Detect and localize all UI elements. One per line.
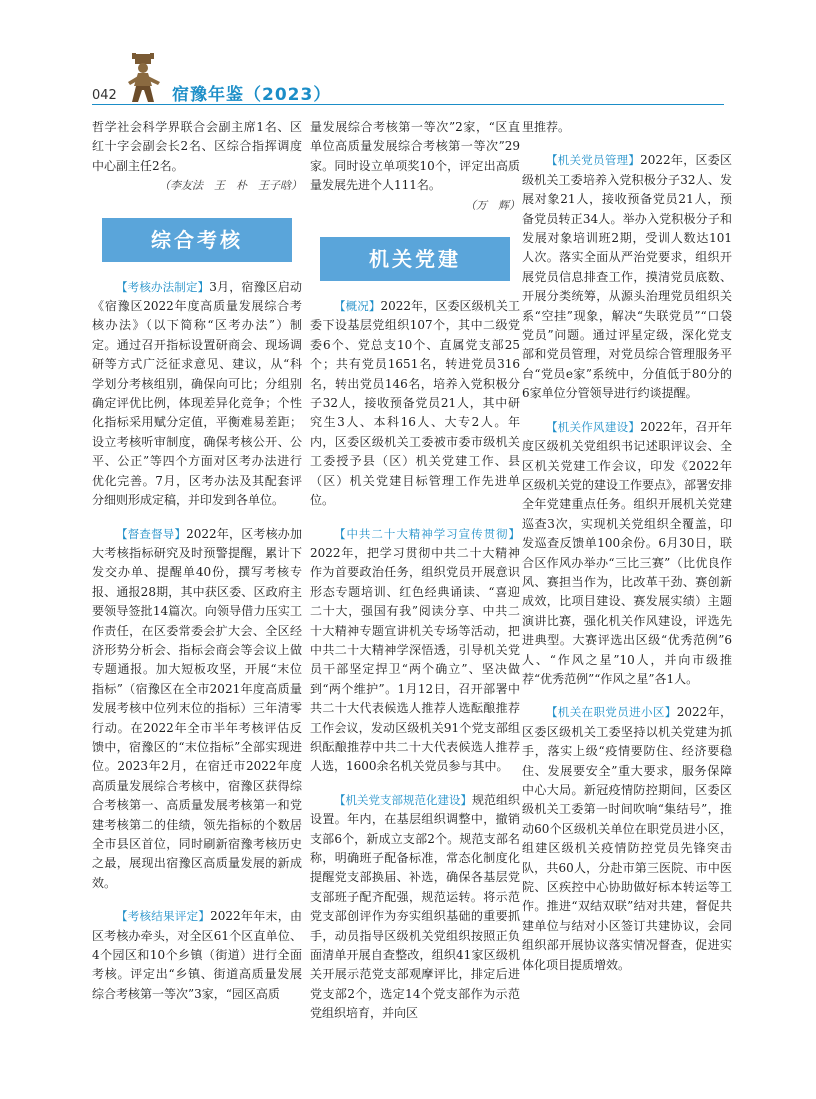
paragraph: 量发展综合考核第一等次”2家，“区直单位高质量发展综合考核第一等次”29家。同时设立单项奖10个，评定出高质量发展先进个人111名。	[310, 120, 520, 193]
article-assessment-method	[92, 278, 302, 511]
header-rule	[92, 104, 724, 105]
section-tag: 【机关作风建设】	[546, 419, 641, 434]
page-number: 042	[92, 88, 117, 103]
article-assessment-results	[92, 907, 302, 1004]
article-text: 2022年，把学习贯彻中共二十大精神作为首要政治任务，组织党员开展意识形态专题培训、红色经典诵读、“喜迎二十大，强国有我”阅读分享、中共二十大精神专题宣讲机关专场等活动，把中共二十大精神学深悟透，引导机关党员干部坚定捍卫“两个确立”、坚决做到“两个维护”。1月12日，召开部署中共二十大代表候选人推荐人选酝酿推荐工作会议，发动区级机关91个党支部组织酝酿推荐中共二十大代表候选人推荐人选，1600余名机关党员参与其中。	[310, 545, 520, 774]
article-text: 2022年，区考核办加大考核指标研究及时预警提醒，累计下发交办单、提醒单40份，撰写考核专报、通报28期，其中获区委、区政府主要领导签批14篇次。向领导借力压实工作责任，在区委常委会扩大会、全区经济形势分析会、指标会商会等会议上做专题通报。加大短板攻坚，开展“末位指标”（宿豫区在全市2021年度高质量发展考核中位列末位的指标）三年清零行动。在2022年全市半年考核评估反馈中，宿豫区的“末位指标”全部实现进位。2023年2月，在宿迁市2022年度高质量发展综合考核中，宿豫区获得综合考核第一、高质量发展考核第一和党建考核第二的佳绩，领先指标的个数居全市县区首位，同时刷新宿豫考核历史之最，展现出宿豫区高质量发展的新成效。	[92, 526, 303, 890]
yearbook-title: 宿豫年鉴（2023）	[172, 85, 332, 105]
article-text: 2022年，召开年度区级机关党组织书记述职评议会、全区机关党建工作会议，印发《2022年区级机关党的建设工作要点》，部署安排全年党建重点任务。组织开展机关党建巡查3次，实现机关党组织全覆盖，印发巡查反馈单100余份。6月30日，联合区作风办举办“三比三赛”（比优良作风、赛担当作为，比改革干劲、赛创新成效，比项目建设、赛发展实绩）主题演讲比赛，强化机关作风建设，评选先进典型。大赛评选出区级“优秀范例”6人、“作风之星”10人，并向市级推荐“优秀范例”“作风之星”各1人。	[522, 419, 733, 686]
section-banner-comprehensive-assessment: 综合考核	[102, 218, 292, 262]
paragraph: 哲学社会科学界联合会副主席1名、区红十字会副会长2名、区综合指挥调度中心副主任2名。	[92, 120, 302, 173]
section-tag: 【机关党员管理】	[546, 153, 641, 168]
paragraph: 里推荐。	[522, 120, 571, 134]
column-3	[522, 118, 732, 975]
article-text: 规范组织设置。年内，在基层组织调整中，撤销支部6个，新成立支部2个。规范支部名称，明确班子配备标准，常态化制度化提醒党支部换届、补选，确保各基层党支部班子配齐配强，规范运转。将示范党支部创评作为夯实组织基础的重要抓手，动员指导区级机关党组织按照正负面清单开展自查整改，组织41家区级机关开展示范党支部观摩评比，排定后进党支部2个，选定14个党支部作为示范党组织培育，并向区	[310, 792, 521, 1021]
article-text: 2022年，区委区级机关工委下设基层党组织107个，其中二级党委6个、党总支10个、直属党支部25个；共有党员1651名，转进党员316名，转出党员146名，培养入党积极分子32人，接收预备党员21人，其中研究生3人、本科16人、大专2人。年内，区委区级机关工委被市委市级机关工委授予县（区）机关党建工作、县（区）机关党建目标管理工作先进单位。	[310, 299, 520, 508]
article-work-style	[522, 418, 732, 690]
article-20th-congress-study	[310, 525, 520, 777]
column-2	[310, 118, 520, 1024]
article-text: 3月，宿豫区启动《宿豫区2022年度高质量发展综合考核办法》（以下简称“区考办法”）制定。通过召开指标设置研商会、现场调研等方式广泛征求意见、建议，从“科学划分考核组别，确保向可比；分组别确定评优比例，体现差异化竞争；个性化指标采用赋分定值，平衡难易差距；设立考核听审制度，确保考核公开、公平、公正”等四个方面对区考办法进行优化完善。7月，区考办法及其配套评分细则形成定稿，并印发到各单位。	[92, 279, 303, 508]
section-tag: 【考核办法制定】	[116, 279, 210, 294]
article-supervision	[92, 525, 302, 894]
article-branch-standardization	[310, 791, 520, 1024]
article-overview	[310, 297, 520, 510]
article-members-in-community	[522, 703, 732, 975]
article-text: 2022年，区委区级机关工委培养入党积极分子32人、发展对象21人，接收预备党员21人，预备党员转正34人。举办入党积极分子和发展对象培训班2期，受训人数达101人次。落实全面从严治党要求，组织开展党员信息排查工作，摸清党员底数、开展分类统筹，从源头治理党员组织关系“空挂”现象，解决“失联党员”“口袋党员”问题。通过评星定级，深化党支部和党员管理，对党员综合管理服务平台“党员e家”系统中，分值低于80分的6家单位分管领导进行约谈提醒。	[522, 153, 732, 401]
section-tag: 【督查督导】	[116, 526, 187, 541]
section-tag: 【机关在职党员进小区】	[546, 705, 677, 720]
article-text: 2022年年末，由区考核办牵头，对全区61个区直单位、4个园区和10个乡镇（街道）进行全面考核。评定出“乡镇、街道高质量发展综合考核第一等次”3家，“园区高质	[92, 909, 302, 1001]
article-text: 2022年，区委区级机关工委坚持以机关党建为抓手，落实上级“疫情要防住、经济要稳住、发展要安全”重大要求，服务保障中心大局。新冠疫情防控期间，区委区级机关工委第一时间吹响“集结号”，推动60个区级机关单位在职党员进小区，组建区级机关疫情防控党员先锋突击队，共60人，分赴市第三医院、市中医院、区疾控中心协助做好标本转运等工作。推进“双结双联”结对共建，督促共建单位与结对小区签订共建协议，会同组织部开展协议落实情况督查，促进实体化项目提质增效。	[522, 705, 733, 972]
author-signature: （万 辉）	[465, 198, 520, 212]
section-tag: 【概况】	[334, 299, 381, 314]
statue-logo-icon	[120, 52, 166, 104]
author-signature: （李友法 王 朴 王子晗）	[159, 179, 302, 193]
section-tag: 【中共二十大精神学习宣传贯彻】	[334, 526, 520, 541]
section-tag: 【考核结果评定】	[116, 909, 211, 924]
article-member-management	[522, 151, 732, 403]
column-1	[92, 118, 302, 1004]
section-tag: 【机关党支部规范化建设】	[334, 792, 472, 807]
section-banner-party-building: 机关党建	[320, 237, 510, 281]
